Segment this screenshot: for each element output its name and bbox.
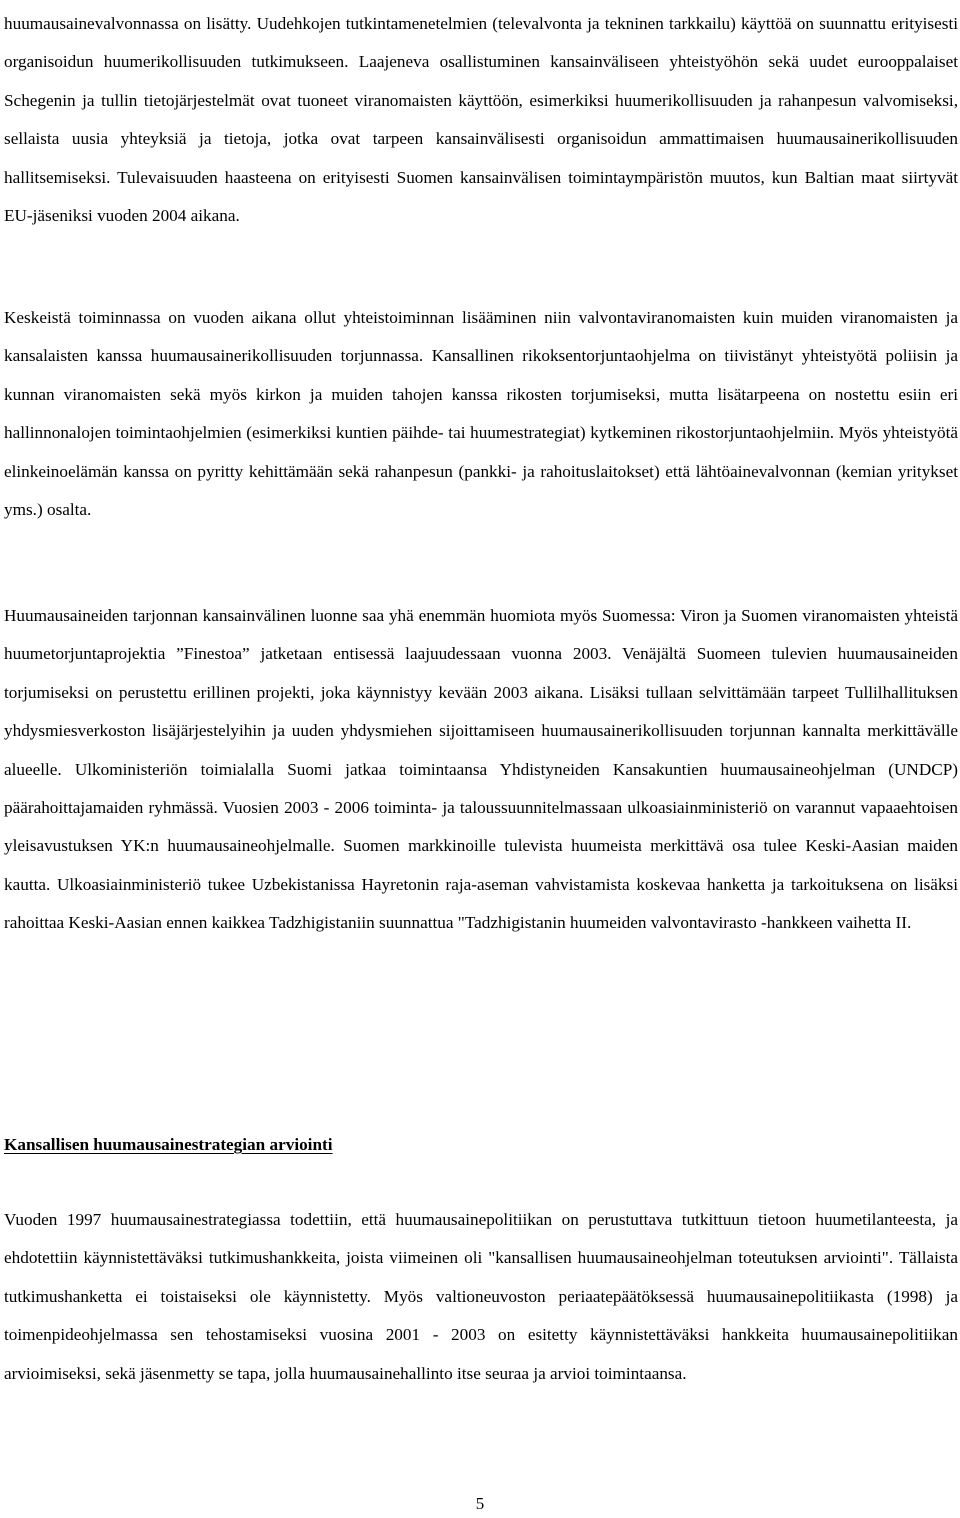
paragraph-3: Huumausaineiden tarjonnan kansainvälinen luonne saa yhä enemmän huomiota myös Suomessa: Viron ja Suomen viranomaisten yhteistä huumetorjuntaprojektia ”Finestoa” jatketaan entisessä laajuudessaan vuonna 2003. Venäjältä Suomeen tulevien huumausaineiden torjumiseksi on perustettu erillinen projekti, joka käynnistyy kevään 2003 aikana. Lisäksi tullaan selvittämään tarpeet Tullilhallituksen yhdysmiesverkoston lisäjärjestelyihin ja uuden yhdysmiehen sijoittamiseen huumausainerikollisuuden torjunnan kannalta merkittävälle alueelle. Ulkoministeriön toimialalla Suomi jatkaa toimintaansa Yhdistyneiden Kansakuntien huumausaineohjelman (UNDCP) päärahoittajamaiden ryhmässä. Vuosien 2003 - 2006 toiminta- ja taloussuunnitelmassaan ulkoasiainministeriö on varannut vapaaehtoisen yleisavustuksen YK:n huumausaineohjelmalle. Suomen markkinoille tulevista huumeista merkittävä osa tulee Keski-Aasian maiden kautta. Ulkoasiainministeriö tukee Uzbekistanissa Hayretonin raja-aseman vahvistamista koskevaa hanketta ja tarkoituksena on lisäksi rahoittaa Keski-Aasian ennen kaikkea Tadzhigistaniin suunnattua "Tadzhigistanin huumeiden valvontavirasto -hankkeen vaihetta II. (4, 606, 958, 933)
paragraph-4: Vuoden 1997 huumausainestrategiassa todettiin, että huumausainepolitiikan on perustuttava tutkittuun tietoon huumetilanteesta, ja ehdotettiin käynnistettäväksi tutkimushankkeita, joista viimeinen oli "kansallisen huumausaineohjelman toteutuksen arviointi". Tällaista tutkimushanketta ei toistaiseksi ole käynnistetty. Myös valtioneuvoston periaatepäätöksessä huumausainepolitiikasta (1998) ja toimenpideohjelmassa sen tehostamiseksi vuosina 2001 - 2003 on esitetty käynnistettäväksi hankkeita huumausainepolitiikan arvioimiseksi, sekä jäsenmetty se tapa, jolla huumausainehallinto itse seuraa ja arvioi toimintaansa. (4, 1210, 958, 1383)
paragraph-2: Keskeistä toiminnassa on vuoden aikana ollut yhteistoiminnan lisääminen niin valvontaviranomaisten kuin muiden viranomaisten ja kansalaisten kanssa huumausainerikollisuuden torjunnassa. Kansallinen rikoksentorjuntaohjelma on tiivistänyt yhteistyötä poliisin ja kunnan viranomaisten sekä myös kirkon ja muiden tahojen kanssa rikosten torjumiseksi, mutta lisätarpeena on nostettu esiin eri hallinnonalojen toimintaohjelmien (esimerkiksi kuntien päihde- tai huumestrategiat) kytkeminen rikostorjuntaohjelmiin. Myös yhteistyötä elinkeinoelämän kanssa on pyritty kehittämään sekä rahanpesun (pankki- ja rahoituslaitokset) että lähtöainevalvonnan (kemian yritykset yms.) osalta. (4, 308, 958, 520)
page-number: 5 (475, 1494, 485, 1513)
paragraph-1: huumausainevalvonnassa on lisätty. Uudehkojen tutkintamenetelmien (televalvonta ja tekninen tarkkailu) käyttöä on suunnattu erityisesti organisoidun huumerikollisuuden tutkimukseen. Laajeneva osallistuminen kansainväliseen yhteistyöhön sekä uudet eurooppalaiset Schegenin ja tullin tietojärjestelmät ovat tuoneet viranomaisten käyttöön, esimerkiksi huumerikollisuuden ja rahanpesun valvomiseksi, sellaista uusia yhteyksiä ja tietoja, jotka ovat tarpeen kansainvälisesti organisoidun ammattimaisen huumausainerikollisuuden hallitsemiseksi. Tulevaisuuden haasteena on erityisesti Suomen kansainvälisen toimintaympäristön muutos, kun Baltian maat siirtyvät EU-jäseniksi vuoden 2004 aikana. (4, 14, 958, 226)
section-heading: Kansallisen huumausainestrategian arviointi (4, 1135, 333, 1154)
